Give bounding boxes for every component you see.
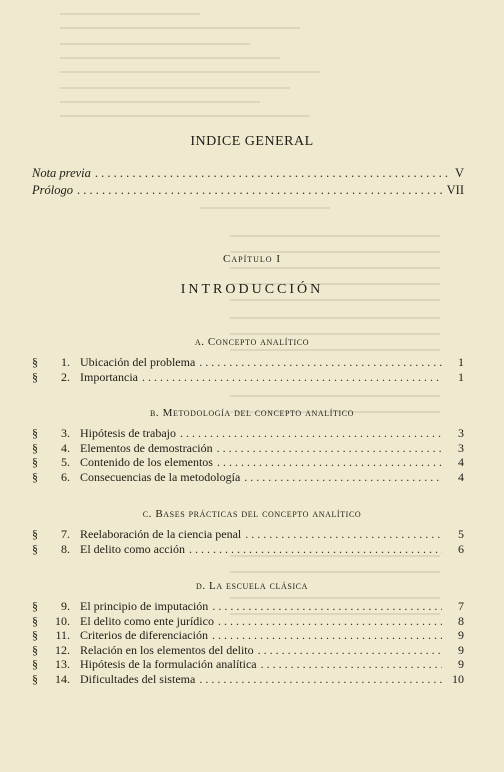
- dot-leader: [180, 426, 442, 441]
- section-symbol: §: [32, 671, 38, 686]
- section-symbol: §: [32, 628, 38, 643]
- entry-page: 1: [458, 355, 464, 369]
- entry-text: El delito como acción: [80, 541, 185, 556]
- section-symbol: §: [32, 355, 38, 369]
- section-symbol: §: [32, 527, 38, 541]
- dot-leader: [218, 614, 442, 629]
- section: [0, 580, 504, 687]
- entry-number: 7.: [61, 527, 70, 541]
- section-title: a. Concepto analítico: [194, 336, 310, 348]
- front-matter-row: [32, 166, 464, 181]
- entry-text: El principio de imputación: [80, 599, 209, 613]
- section-symbol: §: [32, 642, 38, 657]
- entry-number: 4.: [61, 440, 70, 455]
- entry-text: Relación en los elementos del delito: [80, 642, 254, 657]
- entry-page: 9: [458, 657, 464, 672]
- section-title: c. Bases prácticas del concepto analítico: [142, 508, 362, 520]
- entry-text: Importancia: [80, 369, 138, 384]
- section-symbol: §: [32, 613, 38, 628]
- dot-leader: [261, 657, 442, 672]
- entry-page: 3: [458, 426, 464, 440]
- dot-leader: [212, 628, 442, 643]
- entry-page: 4: [458, 455, 464, 470]
- entry-number: 3.: [61, 426, 70, 440]
- entry-page: 5: [458, 527, 464, 541]
- index-title: INDICE GENERAL: [190, 134, 314, 149]
- toc-entry: [0, 370, 504, 385]
- toc-entry: [0, 441, 504, 456]
- entry-page: 1: [458, 369, 464, 384]
- chapter-label: Capítulo I: [223, 253, 281, 265]
- front-matter-page: V: [454, 166, 464, 180]
- entry-number: 1.: [61, 355, 70, 369]
- entry-number: 11.: [55, 628, 70, 643]
- toc-entry: [0, 628, 504, 643]
- toc-entry: [0, 426, 504, 441]
- entry-text: Hipótesis de la formulación analítica: [80, 657, 257, 672]
- toc-entry: [0, 470, 504, 485]
- entry-number: 13.: [55, 657, 70, 672]
- toc-entry: [0, 599, 504, 614]
- entry-page: 10: [452, 671, 464, 686]
- entry-text: Reelaboración de la ciencia penal: [80, 527, 242, 541]
- entry-text: Elementos de demostración: [80, 440, 213, 455]
- section: [0, 336, 504, 384]
- toc-entry: [0, 614, 504, 629]
- section-symbol: §: [32, 657, 38, 672]
- entry-text: Ubicación del problema: [80, 355, 196, 369]
- dot-leader: [212, 599, 442, 614]
- entry-text: Dificultades del sistema: [80, 671, 196, 686]
- entry-number: 12.: [55, 642, 70, 657]
- entry-page: 7: [458, 599, 464, 613]
- entry-number: 10.: [55, 613, 70, 628]
- toc-entry: [0, 643, 504, 658]
- entry-text: Criterios de diferenciación: [80, 628, 208, 643]
- dot-leader: [189, 542, 442, 557]
- entry-page: 9: [458, 642, 464, 657]
- entry-page: 4: [458, 469, 464, 484]
- dot-leader: [142, 370, 442, 385]
- entry-number: 2.: [61, 369, 70, 384]
- entry-text: Consecuencias de la metodología: [80, 469, 241, 484]
- section-symbol: §: [32, 541, 38, 556]
- toc-entry: [0, 657, 504, 672]
- entry-page: 3: [458, 440, 464, 455]
- front-matter-label: Prólogo: [32, 183, 73, 197]
- section-title: b. Metodología del concepto analítico: [149, 407, 355, 419]
- toc-entry: [0, 542, 504, 557]
- toc-entry: [0, 355, 504, 370]
- section-symbol: §: [32, 426, 38, 440]
- entry-number: 8.: [61, 541, 70, 556]
- section: [0, 508, 504, 556]
- entry-text: Contenido de los elementos: [80, 455, 213, 470]
- section-symbol: §: [32, 369, 38, 384]
- entry-number: 9.: [61, 599, 70, 613]
- toc-entry: [0, 527, 504, 542]
- section-symbol: §: [32, 469, 38, 484]
- dot-leader: [199, 672, 442, 687]
- section-symbol: §: [32, 455, 38, 470]
- entry-page: 6: [458, 541, 464, 556]
- front-matter-label: Nota previa: [32, 166, 91, 180]
- section-title: d. La escuela clásica: [195, 580, 309, 592]
- dot-leader: [199, 355, 442, 370]
- entry-number: 5.: [61, 455, 70, 470]
- entry-text: El delito como ente jurídico: [80, 613, 214, 628]
- dot-leader: [245, 527, 442, 542]
- toc-entry: [0, 455, 504, 470]
- dot-leader: [217, 441, 442, 456]
- dot-leader: [258, 643, 442, 658]
- dot-leader: [77, 183, 443, 198]
- toc-entry: [0, 672, 504, 687]
- entry-page: 9: [458, 628, 464, 643]
- entry-number: 14.: [55, 671, 70, 686]
- section-symbol: §: [32, 599, 38, 613]
- chapter-title: INTRODUCCIÓN: [180, 282, 324, 297]
- entry-text: Hipótesis de trabajo: [80, 426, 176, 440]
- section: [0, 407, 504, 484]
- section-symbol: §: [32, 440, 38, 455]
- dot-leader: [244, 470, 442, 485]
- dot-leader: [217, 455, 442, 470]
- front-matter-page: VII: [446, 183, 464, 197]
- entry-page: 8: [458, 613, 464, 628]
- entry-number: 6.: [61, 469, 70, 484]
- dot-leader: [95, 166, 451, 181]
- front-matter-row: [32, 183, 464, 198]
